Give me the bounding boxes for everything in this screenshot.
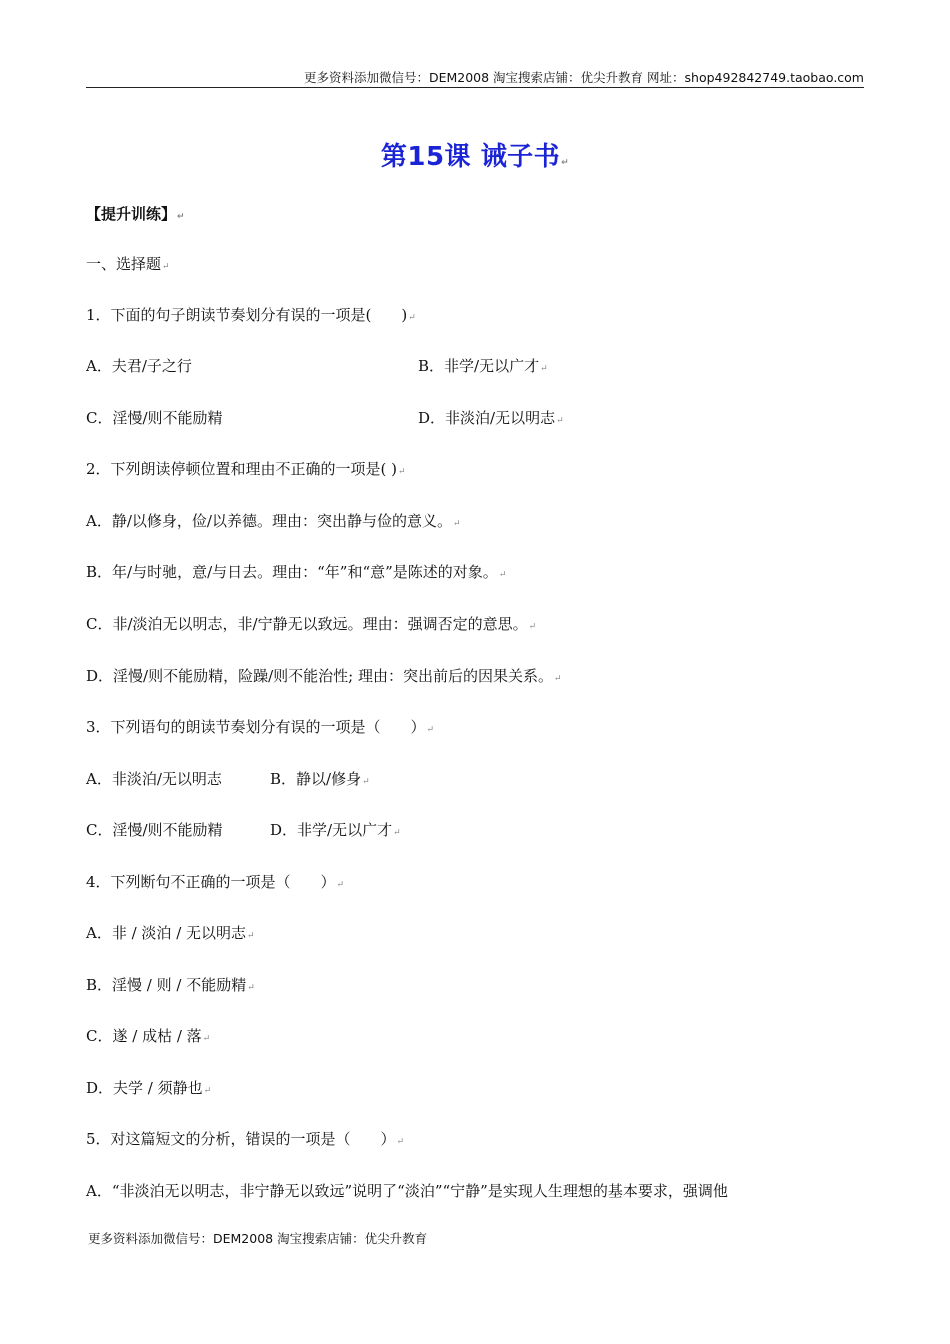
- question-2-option-d: D．淫慢/则不能励精，险躁/则不能治性; 理由：突出前后的因果关系。↵: [86, 667, 562, 685]
- paragraph-mark: ↵: [561, 158, 570, 168]
- question-3-option-c: C．淫慢/则不能励精: [86, 821, 223, 839]
- page-header: 更多资料添加微信号：DEM2008 淘宝搜索店铺：优尖升教育 网址：shop492842749.taobao.com: [303, 70, 864, 85]
- question-3-option-d: D．非学/无以广才↵: [270, 821, 401, 839]
- question-1-option-c: C．淫慢/则不能励精: [86, 409, 223, 427]
- question-4-option-a: A．非 / 淡泊 / 无以明志↵: [86, 924, 255, 942]
- section-text: 【提升训练】: [86, 205, 177, 223]
- question-1-stem: 1．下面的句子朗读节奏划分有误的一项是( )↵: [86, 306, 416, 324]
- question-3-option-a: A．非淡泊/无以明志: [86, 770, 222, 788]
- question-5-option-a: A．“非淡泊无以明志，非宁静无以致远”说明了“淡泊”“宁静”是实现人生理想的基本要求，强调他: [86, 1182, 728, 1200]
- question-2-stem: 2．下列朗读停顿位置和理由不正确的一项是( )↵: [86, 460, 406, 478]
- question-3-stem: 3．下列语句的朗读节奏划分有误的一项是（ ）↵: [86, 718, 435, 736]
- question-3-option-b: B．静以/修身↵: [270, 770, 370, 788]
- question-1-option-b: B．非学/无以广才↵: [418, 357, 548, 375]
- title-text: 第15课 诫子书: [380, 142, 561, 172]
- part-text: 一、选择题: [86, 255, 162, 273]
- question-1-option-a: A．夫君/子之行: [86, 357, 192, 375]
- header-divider: [86, 87, 864, 88]
- question-4-option-b: B．淫慢 / 则 / 不能励精↵: [86, 976, 255, 994]
- question-5-stem: 5．对这篇短文的分析，错误的一项是（ ）↵: [86, 1130, 405, 1148]
- question-2-option-b: B．年/与时驰，意/与日去。理由：“年”和“意”是陈述的对象。↵: [86, 563, 507, 581]
- question-1-option-d: D．非淡泊/无以明志↵: [418, 409, 564, 427]
- part-heading: 一、选择题↵: [86, 255, 170, 273]
- page-footer: 更多资料添加微信号：DEM2008 淘宝搜索店铺：优尖升教育: [88, 1231, 428, 1246]
- page-title: [0, 136, 950, 173]
- question-2-option-c: C．非/淡泊无以明志，非/宁静无以致远。理由：强调否定的意思。↵: [86, 615, 537, 633]
- question-4-stem: 4．下列断句不正确的一项是（ ）↵: [86, 873, 345, 891]
- question-4-option-d: D．夫学 / 须静也↵: [86, 1079, 212, 1097]
- section-heading: 【提升训练】↵: [86, 205, 185, 223]
- question-4-option-c: C．遂 / 成枯 / 落↵: [86, 1027, 211, 1045]
- question-2-option-a: A．静/以修身，俭/以养德。理由：突出静与俭的意义。↵: [86, 512, 461, 530]
